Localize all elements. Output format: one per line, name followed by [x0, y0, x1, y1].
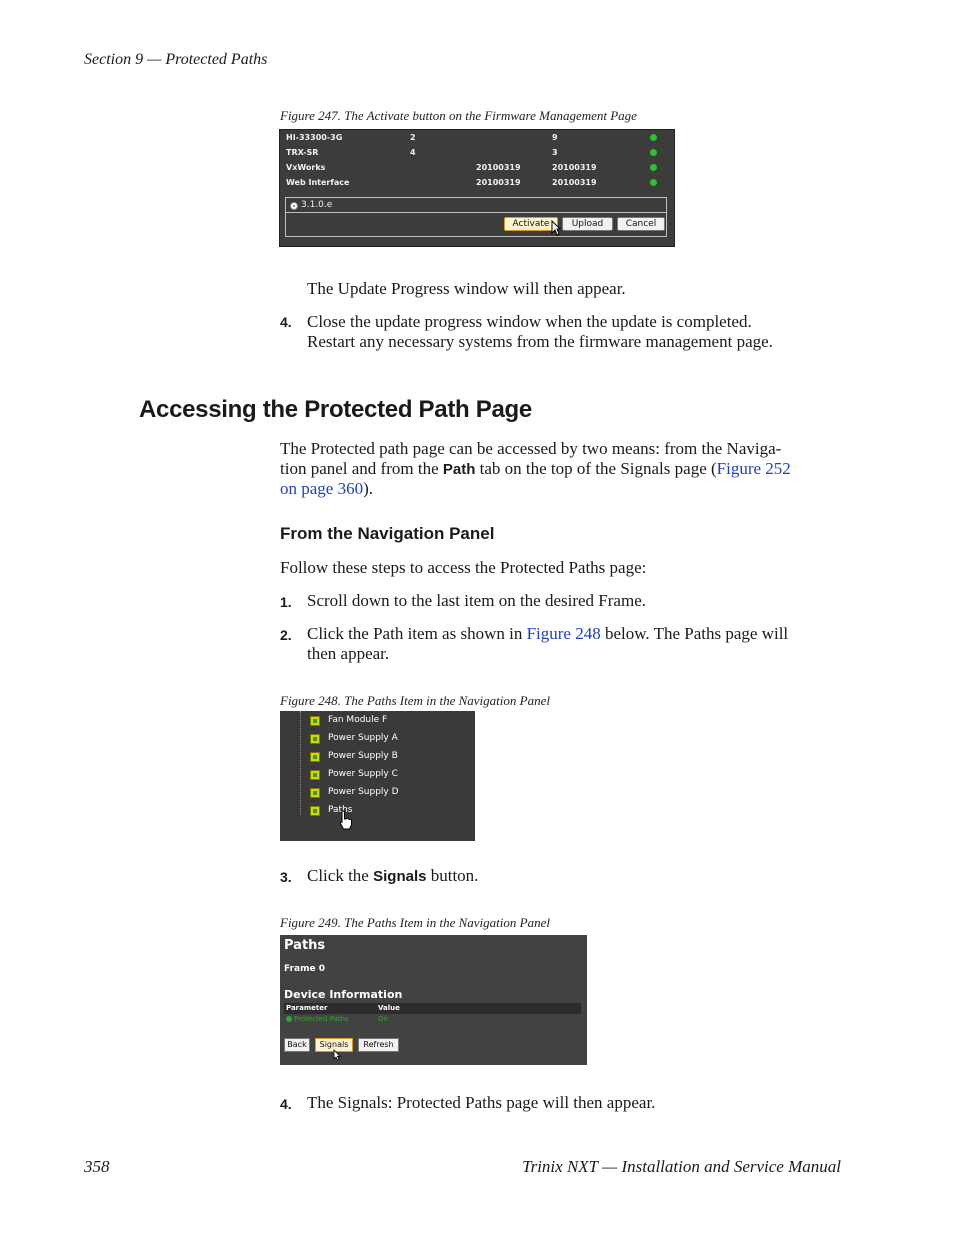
step-text: Click the	[307, 866, 374, 885]
cancel-button[interactable]: Cancel	[617, 217, 665, 231]
version-label: 3.1.0.e	[301, 200, 333, 210]
status-ok-icon	[650, 134, 657, 141]
status-ok-icon	[650, 149, 657, 156]
step-number: 1.	[280, 594, 292, 610]
step-4-line-2: Restart any necessary systems from the firmware management page.	[307, 332, 773, 351]
mouse-pointer-icon	[333, 1049, 341, 1061]
intro-text: tion panel and from the	[280, 459, 443, 478]
parameter-cell: Protected Paths	[294, 1015, 349, 1023]
section-heading: Accessing the Protected Path Page	[139, 396, 532, 423]
refresh-button[interactable]: Refresh	[358, 1038, 399, 1052]
column-header-parameter: Parameter	[286, 1004, 328, 1012]
firmware-row	[286, 178, 670, 192]
signals-button[interactable]: Signals	[315, 1038, 353, 1052]
nav-item-label: Fan Module F	[328, 715, 388, 725]
step-2-line-2: then appear.	[307, 644, 390, 663]
nav-item-fan-module-f[interactable]	[310, 714, 470, 730]
nav-item-power-supply-d[interactable]	[310, 786, 470, 802]
firmware-col2: 20100319	[476, 163, 521, 172]
follow-steps-text: Follow these steps to access the Protected Paths page:	[280, 558, 647, 577]
firmware-col3: 3	[552, 148, 558, 157]
intro-line-1: The Protected path page can be accessed by two means: from the Naviga-	[280, 439, 782, 458]
figure-248-caption: Figure 248. The Paths Item in the Navigation Panel	[280, 693, 550, 708]
back-button[interactable]: Back	[284, 1038, 310, 1052]
step-2-line-1	[307, 624, 788, 644]
intro-text: tab on the top of the Signals page (	[475, 459, 717, 478]
module-icon	[310, 806, 320, 816]
running-head: Section 9 — Protected Paths	[84, 51, 268, 68]
firmware-col1: 2	[410, 133, 416, 142]
upload-button[interactable]: Upload	[562, 217, 613, 231]
nav-item-label: Power Supply D	[328, 787, 399, 797]
paragraph-update: The Update Progress window will then appear.	[307, 279, 626, 298]
nav-item-label: Power Supply A	[328, 733, 398, 743]
firmware-col3: 20100319	[552, 178, 597, 187]
device-information-heading: Device Information	[284, 988, 403, 1001]
paths-page-figure	[280, 935, 587, 1065]
firmware-col1: 4	[410, 148, 416, 157]
value-cell: On	[378, 1015, 388, 1023]
step-number: 4.	[280, 1096, 292, 1112]
step-number: 2.	[280, 627, 292, 643]
paths-title: Paths	[284, 938, 326, 953]
navigation-panel-figure	[280, 711, 475, 841]
firmware-name: HI-33300-3G	[286, 133, 343, 142]
path-keyword: Path	[442, 461, 476, 478]
step-4-final-text: The Signals: Protected Paths page will then appear.	[307, 1093, 656, 1112]
signals-keyword: Signals	[373, 868, 427, 885]
firmware-name: Web Interface	[286, 178, 350, 187]
firmware-col3: 20100319	[552, 163, 597, 172]
nav-item-power-supply-c[interactable]	[310, 768, 470, 784]
firmware-version-box	[285, 197, 667, 237]
intro-text: ).	[363, 479, 374, 498]
step-4-line-1: Close the update progress window when the update is completed.	[307, 312, 752, 331]
firmware-col2: 20100319	[476, 178, 521, 187]
nav-item-power-supply-b[interactable]	[310, 750, 470, 766]
step-text: Click the Path item as shown in	[307, 624, 527, 643]
module-icon	[310, 770, 320, 780]
module-icon	[310, 788, 320, 798]
status-ok-icon	[650, 179, 657, 186]
tree-line	[300, 711, 301, 815]
firmware-row	[286, 163, 670, 177]
figure-248-link[interactable]: Figure 248	[526, 624, 601, 643]
step-text: button.	[426, 866, 479, 885]
intro-line-2	[280, 459, 791, 480]
page-360-link[interactable]: on page 360	[280, 479, 364, 498]
hand-pointer-icon	[339, 810, 353, 830]
nav-item-power-supply-a[interactable]	[310, 732, 470, 748]
table-row	[284, 1015, 581, 1025]
firmware-management-figure	[279, 129, 675, 247]
nav-item-label: Power Supply B	[328, 751, 398, 761]
figure-249-caption: Figure 249. The Paths Item in the Navigation Panel	[280, 915, 550, 930]
firmware-name: TRX-SR	[286, 148, 319, 157]
manual-title: Trinix NXT — Installation and Service Manual	[522, 1157, 841, 1176]
subsection-heading: From the Navigation Panel	[280, 524, 495, 543]
frame-label: Frame 0	[284, 964, 325, 974]
step-1-text: Scroll down to the last item on the desired Frame.	[307, 591, 646, 610]
column-header-value: Value	[378, 1004, 400, 1012]
nav-item-label: Paths	[328, 805, 353, 815]
mouse-pointer-icon	[551, 220, 561, 236]
figure-247-caption: Figure 247. The Activate button on the Firmware Management Page	[280, 108, 637, 123]
module-icon	[310, 716, 320, 726]
step-text: below. The Paths page will	[600, 624, 789, 643]
intro-line-3	[280, 479, 373, 499]
module-icon	[310, 734, 320, 744]
version-radio[interactable]	[290, 202, 298, 210]
page-number: 358	[84, 1157, 110, 1176]
status-icon	[286, 1016, 292, 1022]
status-ok-icon	[650, 164, 657, 171]
firmware-name: VxWorks	[286, 163, 326, 172]
step-number: 3.	[280, 869, 292, 885]
step-number: 4.	[280, 314, 292, 330]
figure-252-link[interactable]: Figure 252	[716, 459, 791, 478]
firmware-row	[286, 148, 670, 162]
module-icon	[310, 752, 320, 762]
activate-button[interactable]: Activate	[504, 217, 558, 231]
nav-item-label: Power Supply C	[328, 769, 398, 779]
table-header	[284, 1003, 581, 1014]
nav-item-paths[interactable]	[310, 804, 470, 820]
step-3-text	[307, 866, 478, 887]
divider	[286, 212, 666, 213]
firmware-row	[286, 133, 670, 147]
firmware-col3: 9	[552, 133, 558, 142]
